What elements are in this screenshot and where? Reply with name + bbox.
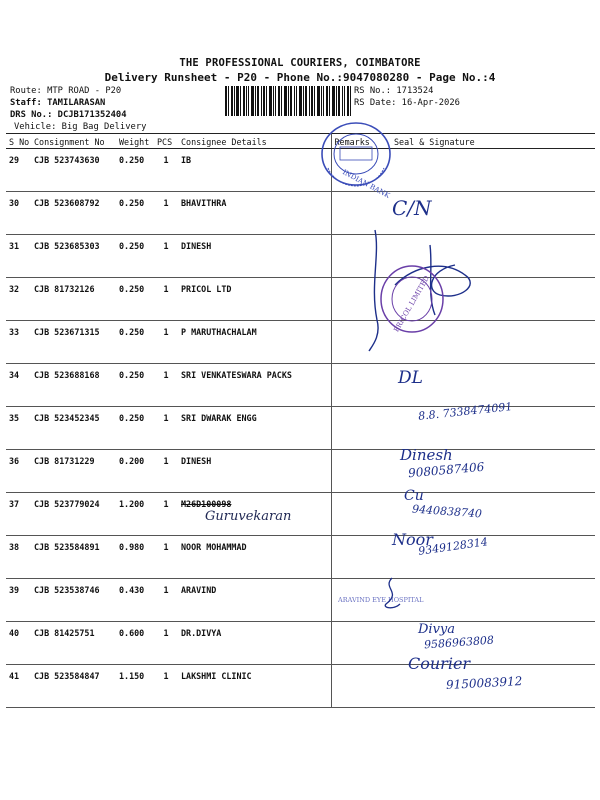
handwritten-row36-name: Dinesh — [400, 446, 453, 464]
consignee-cell: ARAVIND — [178, 579, 331, 622]
consignment-cell: CJB 81732126 — [31, 278, 116, 321]
handwritten-dl: DL — [398, 368, 423, 388]
sno-cell: 38 — [6, 536, 31, 579]
sno-cell: 36 — [6, 450, 31, 493]
remarks-cell — [331, 493, 391, 536]
seal-cell — [391, 149, 595, 192]
remarks-cell — [331, 364, 391, 407]
sno-cell: 40 — [6, 622, 31, 665]
pcs-cell: 1 — [154, 321, 178, 364]
table-row — [6, 192, 595, 235]
sno-cell: 31 — [6, 235, 31, 278]
consignee-cell: BHAVITHRA — [178, 192, 331, 235]
col-weight: Weight — [116, 134, 154, 149]
barcode — [225, 86, 351, 116]
consignment-cell: CJB 523452345 — [31, 407, 116, 450]
pcs-cell: 1 — [154, 622, 178, 665]
table-row — [6, 149, 595, 192]
table-row — [6, 278, 595, 321]
rs-date-value: 16-Apr-2026 — [401, 98, 460, 108]
weight-cell: 0.980 — [116, 536, 154, 579]
handwritten-row37-phone: 9440838740 — [411, 502, 483, 521]
handwritten-row40-name: Divya — [418, 622, 456, 637]
pcs-cell: 1 — [154, 192, 178, 235]
consignee-cell: PRICOL LTD — [178, 278, 331, 321]
drs-label: DRS No.: — [10, 110, 53, 120]
consignment-cell: CJB 523608792 — [31, 192, 116, 235]
handwritten-row40-phone: 9586963808 — [423, 633, 495, 652]
remarks-cell — [331, 622, 391, 665]
pricol-stamp-text: PRICOL LIMITED — [392, 274, 432, 334]
consignee-cell: DR.DIVYA — [178, 622, 331, 665]
aravind-stamp: ARAVIND EYE HOSPITAL — [338, 596, 424, 604]
col-remarks: Remarks — [331, 134, 391, 149]
pcs-cell: 1 — [154, 665, 178, 708]
remarks-cell — [331, 536, 391, 579]
consignee-cell: DINESH — [178, 450, 331, 493]
sno-cell: 39 — [6, 579, 31, 622]
pcs-cell: 1 — [154, 235, 178, 278]
rs-date-line — [354, 98, 460, 108]
weight-cell: 0.250 — [116, 321, 154, 364]
consignee-cell: M26D100098 — [178, 493, 331, 536]
consignment-cell: CJB 523779024 — [31, 493, 116, 536]
handwritten-row36-phone: 9080587406 — [407, 459, 485, 481]
staff-label: Staff: — [10, 98, 42, 108]
consignment-cell: CJB 81731229 — [31, 450, 116, 493]
rs-no-label: RS No.: — [354, 86, 392, 96]
remarks-cell — [331, 665, 391, 708]
handwritten-row37-name: Guruvekaran — [205, 509, 292, 524]
weight-cell: 0.250 — [116, 364, 154, 407]
vehicle-label: Vehicle: — [14, 122, 57, 132]
drs-value: DCJB171352404 — [57, 110, 127, 120]
bank-stamp-text: INDIAN BANK — [341, 168, 392, 200]
handwritten-row38-phone: 9349128314 — [417, 535, 489, 558]
aravind-signature — [372, 574, 412, 614]
consignment-cell: CJB 523584891 — [31, 536, 116, 579]
weight-cell: 0.250 — [116, 407, 154, 450]
consignee-cell: P MARUTHACHALAM — [178, 321, 331, 364]
col-consignee: Consignee Details — [178, 134, 331, 149]
consignment-cell: CJB 523688168 — [31, 364, 116, 407]
col-sno: S No — [6, 134, 31, 149]
weight-cell: 1.150 — [116, 665, 154, 708]
consignee-cell: SRI DWARAK ENGG — [178, 407, 331, 450]
runsheet-heading: Delivery Runsheet - P20 - Phone No.:9047080280 - Page No.:4 — [104, 71, 496, 84]
company-title: THE PROFESSIONAL COURIERS, COIMBATORE — [179, 57, 421, 69]
route-line — [10, 86, 121, 96]
col-consignment: Consignment No — [31, 134, 116, 149]
pcs-cell: 1 — [154, 579, 178, 622]
staff-value: TAMILARASAN — [47, 98, 106, 108]
table-row — [6, 493, 595, 536]
table-row — [6, 450, 595, 493]
table-row — [6, 235, 595, 278]
consignment-cell: CJB 523685303 — [31, 235, 116, 278]
pcs-cell: 1 — [154, 149, 178, 192]
pcs-cell: 1 — [154, 364, 178, 407]
col-pcs: PCS — [154, 134, 178, 149]
sno-cell: 33 — [6, 321, 31, 364]
route-label: Route: — [10, 86, 42, 96]
col-seal: Seal & Signature — [391, 134, 595, 149]
weight-cell: 0.250 — [116, 149, 154, 192]
rs-number-line — [354, 86, 433, 96]
pcs-cell: 1 — [154, 493, 178, 536]
weight-cell: 0.600 — [116, 622, 154, 665]
sno-cell: 30 — [6, 192, 31, 235]
table-row — [6, 321, 595, 364]
rs-date-label: RS Date: — [354, 98, 397, 108]
consignment-cell: CJB 523671315 — [31, 321, 116, 364]
consignment-cell: CJB 523584847 — [31, 665, 116, 708]
consignee-cell: DINESH — [178, 235, 331, 278]
runsheet-table — [6, 133, 595, 708]
handwritten-cn: C/N — [392, 196, 432, 220]
consignment-cell: CJB 523743630 — [31, 149, 116, 192]
table-row — [6, 622, 595, 665]
vehicle-line — [14, 122, 146, 132]
consignee-cell: IB — [178, 149, 331, 192]
consignment-cell: CJB 81425751 — [31, 622, 116, 665]
table-header-row — [6, 134, 595, 149]
handwritten-row41-name: Courier — [408, 654, 471, 673]
remarks-cell — [331, 450, 391, 493]
remarks-cell — [331, 407, 391, 450]
rs-no-value: 1713524 — [396, 86, 434, 96]
handwritten-row38-name: Noor — [392, 530, 433, 549]
weight-cell: 0.200 — [116, 450, 154, 493]
weight-cell: 0.430 — [116, 579, 154, 622]
pcs-cell: 1 — [154, 536, 178, 579]
sno-cell: 32 — [6, 278, 31, 321]
staff-line — [10, 98, 105, 108]
handwritten-row35: 8.8. 7338474091 — [417, 400, 513, 423]
handwritten-row41-phone: 9150083912 — [445, 674, 523, 692]
drs-line — [10, 110, 127, 120]
sno-cell: 35 — [6, 407, 31, 450]
table-row — [6, 536, 595, 579]
consignee-cell: LAKSHMI CLINIC — [178, 665, 331, 708]
route-value: MTP ROAD - P20 — [47, 86, 122, 96]
weight-cell: 0.250 — [116, 192, 154, 235]
table-row — [6, 579, 595, 622]
pcs-cell: 1 — [154, 278, 178, 321]
consignment-cell: CJB 523538746 — [31, 579, 116, 622]
sno-cell: 37 — [6, 493, 31, 536]
consignee-cell: NOOR MOHAMMAD — [178, 536, 331, 579]
sno-cell: 41 — [6, 665, 31, 708]
weight-cell: 1.200 — [116, 493, 154, 536]
handwritten-row37-initial: Cu — [404, 488, 424, 504]
consignee-cell: SRI VENKATESWARA PACKS — [178, 364, 331, 407]
vehicle-value: Big Bag Delivery — [61, 122, 147, 132]
pcs-cell: 1 — [154, 407, 178, 450]
sno-cell: 29 — [6, 149, 31, 192]
sno-cell: 34 — [6, 364, 31, 407]
weight-cell: 0.250 — [116, 278, 154, 321]
weight-cell: 0.250 — [116, 235, 154, 278]
pcs-cell: 1 — [154, 450, 178, 493]
